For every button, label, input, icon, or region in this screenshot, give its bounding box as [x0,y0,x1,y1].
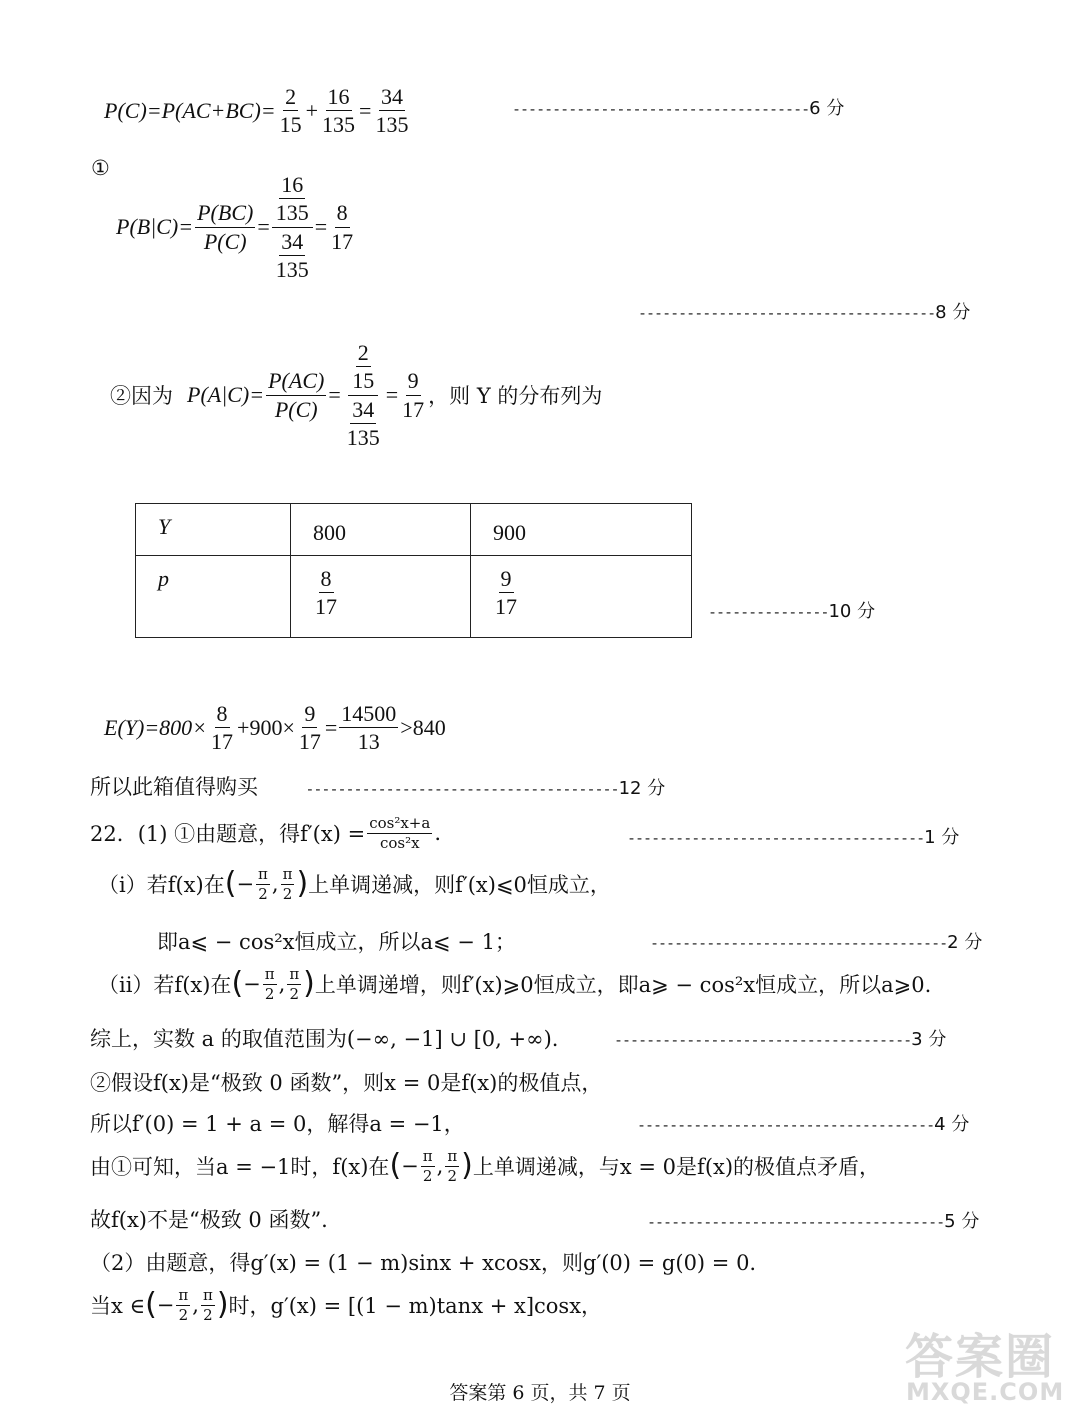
table-header-900: 900 [471,504,692,556]
fraction: $\frac{8}{17}$ [211,701,234,755]
worth-buying-line: 所以此箱值得购买 ---------------------------------------12 分 [90,775,666,799]
fraction: $\frac{34}{135}$ [375,84,409,138]
fraction: $\frac{9}{17}$ [402,368,425,422]
q22-line6: ②假设f(x)是“极致 0 函数”，则x = 0是f(x)的极值点， [90,1071,603,1095]
q22-line11: 当x ∈ ( − $\frac{\pi}{2}$ , $\frac{\pi}{2}$ ) 时，g′(x) = [(1 − m)tanx + x]cosx， [90,1286,603,1324]
score-mark-4: -------------------------------------4 分 [637,1114,970,1135]
q22-line9: 故f(x)不是“极致 0 函数”. [90,1208,328,1232]
pc-lhs: P(C)=P(AC+BC)= [104,97,276,123]
fraction: $\frac{P(BC)}{P(C)}$ [197,200,254,254]
q22-line1: 22．(1) ①由题意，得f′(x) = $\frac{\text{cos²x+a}}{\text{cos²x}}$ . [90,814,441,852]
q22-line3: 即a⩽ − cos²x恒成立，所以a⩽ − 1； [157,930,516,954]
watermark-url: MXQE.COM [906,1378,1065,1406]
table-cell-p900: $\frac{9}{17}$ [471,556,692,638]
fraction: $\frac{\pi}{2}$ [202,1286,213,1324]
q22-line8: 由①可知，当a = −1时，f(x)在 ( − $\frac{\pi}{2}$ , $\frac{\pi}{2}$ ) 上单调递减，与x = 0是f(x)的极值点矛盾， [90,1147,881,1185]
score-mark-2: -------------------------------------2 分 [650,932,983,953]
fraction: $\frac{16}{135}$ [322,84,356,138]
expectation-equation: E(Y)=800× $\frac{8}{17}$ +900× $\frac{9}{17}$ = $\frac{14500}{13}$ >840 [104,701,446,755]
fraction: $\frac{\pi}{2}$ [282,865,293,903]
pbc-lhs: P(B|C)= [116,214,194,240]
table-row-label-p: p [136,556,291,638]
page-footer: 答案第 6 页，共 7 页 [449,1382,631,1404]
compound-fraction: $\frac{\frac{16}{135}}{\frac{34}{135}}$ [272,172,313,282]
score-mark-10: ---------------10 分 [708,601,876,622]
table-header-800: 800 [291,504,471,556]
table-header-y: Y [136,504,291,556]
score-mark-5: -------------------------------------5 分 [647,1211,980,1232]
fraction: $\frac{2}{15}$ [279,84,302,138]
score-mark-1: -------------------------------------1 分 [627,827,960,848]
circle-one-marker: ① [91,156,110,180]
q22-line10: （2）由题意，得g′(x) = (1 − m)sinx + xcosx，则g′(0) = g(0) = 0. [90,1251,757,1275]
score-mark-6: -------------------------------------6 分 [512,98,845,119]
q22-line5: 综上，实数 a 的取值范围为(−∞, −1] ∪ [0, +∞). [90,1027,559,1051]
table-cell-p800: $\frac{8}{17}$ [291,556,471,638]
fraction: $\frac{\pi}{2}$ [422,1147,433,1185]
score-mark-8: -------------------------------------8 分 [638,302,971,323]
q22-line2: （i）若f(x)在 ( − $\frac{\pi}{2}$ , $\frac{\pi}{2}$ ) 上单调递减，则f′(x)⩽0恒成立， [98,865,611,903]
compound-fraction: $\frac{\frac{2}{15}}{\frac{34}{135}}$ [346,340,380,450]
fraction: $\frac{8}{17}$ [331,200,354,254]
fraction: $\frac{14500}{13}$ [341,701,397,755]
fraction: $\frac{\text{cos²x+a}}{\text{cos²x}}$ [369,814,431,852]
pc-equation: P(C)=P(AC+BC)= $\frac{2}{15}$ + $\frac{16}{135}$ = $\frac{34}{135}$ [104,84,409,138]
fraction: $\frac{\pi}{2}$ [258,865,268,903]
distribution-table [135,503,692,638]
fraction: $\frac{9}{17}$ [298,701,321,755]
fraction: $\frac{\pi}{2}$ [264,965,275,1003]
fraction: $\frac{P(AC)}{P(C)}$ [268,368,325,422]
fraction: $\frac{\pi}{2}$ [289,965,300,1003]
watermark-logo: 答案圈 [905,1329,1056,1385]
score-mark-3: -------------------------------------3 分 [614,1029,947,1050]
pbc-equation: P(B|C)= $\frac{P(BC)}{P(C)}$ = $\frac{\frac{16}{135}}{\frac{34}{135}}$ = $\frac{8}{17}$ [116,172,354,282]
fraction: $\frac{\pi}{2}$ [178,1286,189,1324]
fraction: $\frac{\pi}{2}$ [447,1147,458,1185]
q22-line7: 所以f′(0) = 1 + a = 0，解得a = −1， [90,1112,465,1136]
q22-line4: （ii）若f(x)在 ( − $\frac{\pi}{2}$ , $\frac{\pi}{2}$ ) 上单调递增，则f′(x)⩾0恒成立，即a⩾ − cos²x恒成立，所以a⩾0. [98,965,932,1003]
pac-line: ②因为 P(A|C)= $\frac{P(AC)}{P(C)}$ = $\frac{\frac{2}{15}}{\frac{34}{135}}$ = $\frac{9}{17}$ ，则 Y 的分布列为 [110,340,603,450]
